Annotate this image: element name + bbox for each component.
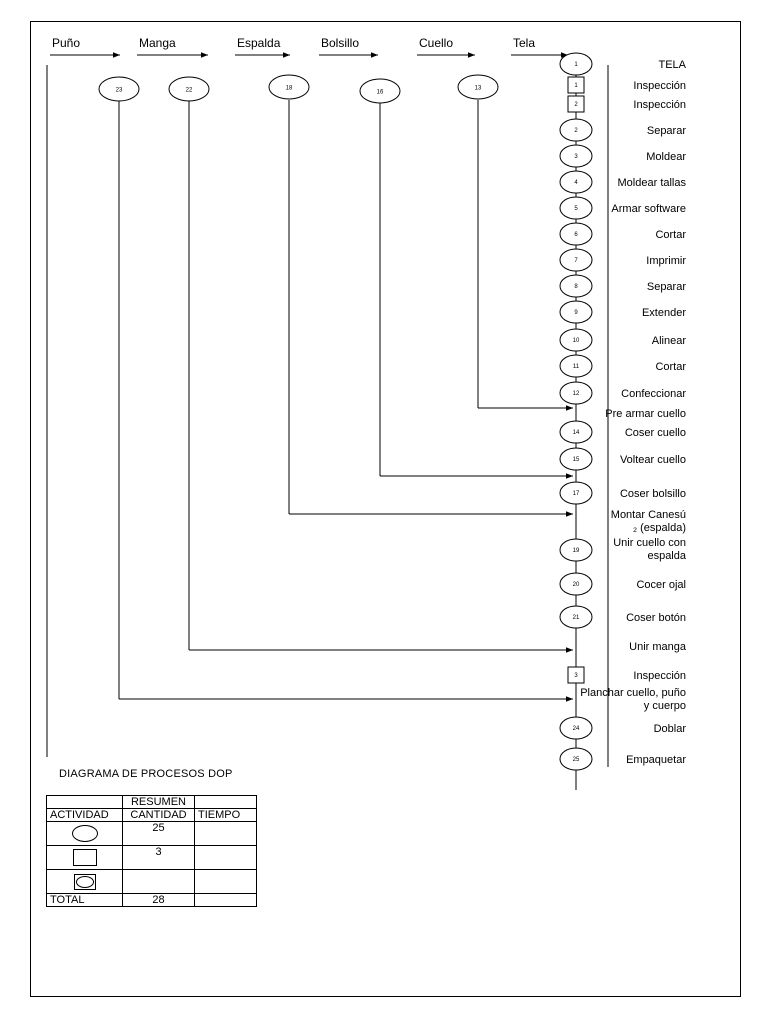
branch-operation-number: 18	[285, 85, 293, 92]
step-label: Cocer ojal	[636, 579, 686, 591]
step-label: Armar software	[611, 203, 686, 215]
step-number: 6	[574, 232, 578, 238]
step-label: Imprimir	[646, 255, 686, 267]
quantity-inspection: 3	[123, 846, 195, 870]
step-label: Confeccionar	[621, 388, 686, 400]
step-label: Pre armar cuello	[605, 408, 686, 420]
step-number: 7	[574, 258, 578, 264]
step-label: Alinear	[651, 335, 686, 347]
step-label: Moldear	[646, 151, 686, 163]
step-label: Inspección	[633, 99, 686, 111]
summary-row-operation	[47, 822, 257, 846]
step-label: Cortar	[655, 229, 686, 241]
step-number: 5	[574, 206, 578, 212]
summary-row-inspection	[47, 846, 257, 870]
summary-header: RESUMEN	[123, 796, 195, 809]
summary-row-combined	[47, 870, 257, 894]
branch-operation-number: 22	[185, 87, 193, 94]
time-inspection	[195, 846, 257, 870]
quantity-combined	[123, 870, 195, 894]
step-label: Inspección	[633, 670, 686, 682]
total-label: TOTAL	[47, 894, 123, 907]
step-number: 10	[572, 338, 580, 344]
step-number: 9	[574, 310, 578, 316]
step-number: 12	[572, 391, 580, 397]
step-number: 14	[572, 430, 580, 436]
step-label: Empaquetar	[626, 754, 686, 766]
step-label: Inspección	[633, 80, 686, 92]
circle-icon	[72, 825, 98, 842]
step-label: Montar Canesú	[610, 509, 686, 521]
step-number: 15	[572, 457, 580, 463]
step-number: 20	[572, 582, 580, 588]
branch-operation-number: 13	[474, 85, 482, 92]
step-number: 3	[574, 673, 578, 679]
input-label-cuello: Cuello	[419, 36, 454, 50]
step-label: Separar	[646, 281, 686, 293]
step-label: Separar	[646, 125, 686, 137]
step-label: Coser bolsillo	[619, 488, 686, 500]
step-number: 2	[574, 128, 578, 134]
step-number: 11	[572, 364, 580, 370]
input-label-tela: Tela	[513, 36, 536, 50]
step-label: Coser botón	[626, 612, 686, 624]
branch-operation-number: 16	[376, 89, 384, 96]
step-label-line2: ₂ (espalda)	[632, 522, 686, 534]
step-label: TELA	[658, 59, 686, 71]
step-label: Cortar	[655, 361, 686, 373]
step-label: Doblar	[653, 723, 686, 735]
step-number: 2	[574, 102, 578, 108]
step-number: 17	[572, 491, 580, 497]
summary-table	[46, 795, 257, 907]
step-number: 4	[574, 180, 578, 186]
quantity-operation: 25	[123, 822, 195, 846]
step-label: Unir cuello con	[613, 537, 686, 549]
input-label-puño: Puño	[52, 36, 81, 50]
input-label-manga: Manga	[139, 36, 176, 50]
step-label: Coser cuello	[624, 427, 686, 439]
col-time: TIEMPO	[195, 809, 257, 822]
summary-total-row	[47, 894, 257, 907]
diagram-title: DIAGRAMA DE PROCESOS DOP	[59, 768, 233, 780]
time-operation	[195, 822, 257, 846]
summary-header-row	[47, 796, 257, 809]
step-number: 1	[574, 83, 578, 89]
step-number: 19	[572, 548, 580, 554]
step-label: Planchar cuello, puño	[580, 687, 686, 699]
branch-operation-number: 23	[115, 87, 123, 94]
step-label-line2: espalda	[647, 550, 686, 562]
step-label: Voltear cuello	[619, 454, 686, 466]
step-number: 21	[572, 615, 580, 621]
step-label: Unir manga	[629, 641, 686, 653]
summary-columns-row	[47, 809, 257, 822]
step-number: 1	[574, 62, 578, 68]
combined-operation-icon	[74, 874, 96, 890]
step-number: 8	[574, 284, 578, 290]
col-quantity: CANTIDAD	[123, 809, 195, 822]
step-label: Extender	[641, 307, 686, 319]
input-label-espalda: Espalda	[237, 36, 281, 50]
step-number: 3	[574, 154, 578, 160]
step-number: 25	[572, 757, 580, 763]
step-label: Moldear tallas	[617, 177, 686, 189]
step-label-line2: y cuerpo	[643, 700, 686, 712]
total-quantity: 28	[123, 894, 195, 907]
step-number: 24	[572, 726, 580, 732]
square-icon	[73, 849, 97, 866]
input-label-bolsillo: Bolsillo	[321, 36, 360, 50]
col-activity: ACTIVIDAD	[47, 809, 123, 822]
time-combined	[195, 870, 257, 894]
